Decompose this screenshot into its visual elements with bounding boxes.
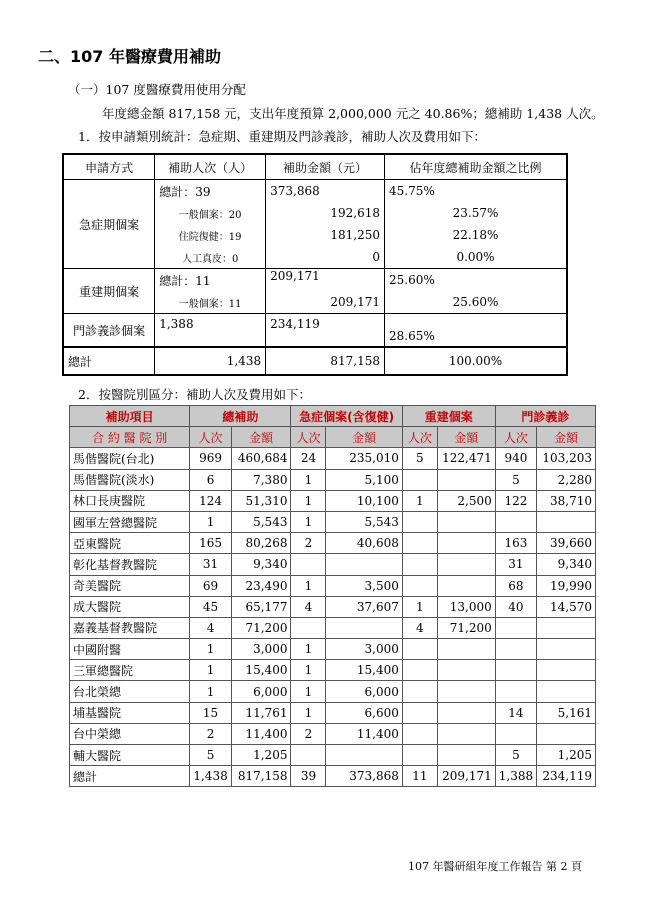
table-cell — [537, 660, 596, 681]
summary-text: 年度總金額 817,158 元，支出年度預算 2,000,000 元之 40.86%；總補助 1,438 人次。 — [102, 106, 604, 121]
col-header-cell: 金額 — [231, 427, 291, 448]
table-cell: 39 — [291, 766, 326, 787]
table-cell: 5,543 — [326, 511, 402, 532]
table-cell: 14,570 — [537, 596, 596, 617]
table-cell — [495, 617, 536, 638]
table-row — [70, 533, 596, 554]
total-label: 總計 — [63, 347, 155, 375]
table-row — [70, 575, 596, 596]
table-cell — [437, 533, 495, 554]
table-cell — [326, 617, 402, 638]
group-header-cell: 急症個案(含復健) — [291, 406, 402, 427]
table-cell: 5 — [495, 469, 536, 490]
table-cell: 2,280 — [537, 469, 596, 490]
acute-sub-pct: 22.18% — [385, 224, 567, 246]
col-header-cell: 人次 — [402, 427, 437, 448]
table-cell: 1 — [291, 639, 326, 660]
table-row — [70, 702, 596, 723]
table-cell — [437, 745, 495, 766]
table-cell: 6,000 — [326, 681, 402, 702]
table-cell: 38,710 — [537, 490, 596, 511]
table-cell: 1 — [402, 596, 437, 617]
table-cell: 122,471 — [437, 448, 495, 469]
table-cell: 6 — [190, 469, 231, 490]
table-cell: 235,010 — [326, 448, 402, 469]
table-cell: 10,100 — [326, 490, 402, 511]
table-cell: 1 — [291, 575, 326, 596]
table-cell: 9,340 — [231, 554, 291, 575]
hospital-name-cell: 台北榮總 — [70, 681, 190, 702]
hospital-name-cell: 嘉義基督教醫院 — [70, 617, 190, 638]
rebuild-total-pct: 25.60% — [385, 269, 567, 292]
table-cell — [537, 617, 596, 638]
table-cell: 13,000 — [437, 596, 495, 617]
table-cell: 15,400 — [231, 660, 291, 681]
clinic-row — [63, 314, 567, 348]
hospital-table-col-header — [70, 427, 596, 448]
table-cell — [402, 681, 437, 702]
table-cell: 124 — [190, 490, 231, 511]
total-row — [63, 347, 567, 375]
item2-title: 2．按醫院別區分：補助人次及費用如下： — [78, 387, 311, 402]
table-cell — [402, 723, 437, 744]
total-amount: 817,158 — [266, 347, 385, 375]
rebuild-total-count: 總計：11 — [155, 269, 266, 292]
table-cell: 5 — [190, 745, 231, 766]
table-cell: 4 — [190, 617, 231, 638]
table-row — [70, 448, 596, 469]
table-cell: 71,200 — [231, 617, 291, 638]
table-cell: 3,000 — [231, 639, 291, 660]
table-row — [70, 660, 596, 681]
rebuild-total-row — [63, 269, 567, 292]
table-cell: 2 — [291, 723, 326, 744]
table-cell — [537, 681, 596, 702]
table-cell: 7,380 — [231, 469, 291, 490]
section-heading: 二、107 年醫療費用補助 — [38, 47, 221, 66]
col-header-cell: 人次 — [495, 427, 536, 448]
hospital-name-cell: 馬偕醫院(淡水) — [70, 469, 190, 490]
table-cell: 31 — [495, 554, 536, 575]
table-cell — [291, 554, 326, 575]
table-row — [70, 490, 596, 511]
table-cell: 1 — [190, 681, 231, 702]
table-cell: 460,684 — [231, 448, 291, 469]
table-cell: 68 — [495, 575, 536, 596]
category-table — [62, 153, 568, 376]
hospital-name-cell: 亞東醫院 — [70, 533, 190, 554]
hospital-name-cell: 奇美醫院 — [70, 575, 190, 596]
table-cell: 40,608 — [326, 533, 402, 554]
table-cell: 69 — [190, 575, 231, 596]
table-cell: 103,203 — [537, 448, 596, 469]
table-cell: 1 — [291, 681, 326, 702]
table-cell: 1 — [291, 702, 326, 723]
table-cell: 37,607 — [326, 596, 402, 617]
table-cell: 5 — [495, 745, 536, 766]
acute-sub-amount: 181,250 — [266, 224, 385, 246]
header-cell: 補助人次（人） — [155, 154, 266, 180]
table-cell: 1,388 — [495, 766, 536, 787]
table-cell: 31 — [190, 554, 231, 575]
table-cell: 2 — [190, 723, 231, 744]
table-cell: 4 — [402, 617, 437, 638]
table-cell — [437, 511, 495, 532]
rebuild-sub-pct: 25.60% — [385, 291, 567, 314]
table-cell: 6,000 — [231, 681, 291, 702]
acute-sub-amount: 0 — [266, 246, 385, 269]
table-cell: 14 — [495, 702, 536, 723]
hospital-name-cell: 林口長庚醫院 — [70, 490, 190, 511]
hospital-name-cell: 成大醫院 — [70, 596, 190, 617]
table-cell: 19,990 — [537, 575, 596, 596]
table-cell: 163 — [495, 533, 536, 554]
table-cell: 1 — [190, 660, 231, 681]
hospital-table-group-header — [70, 406, 596, 427]
table-row — [70, 723, 596, 744]
table-cell: 11,761 — [231, 702, 291, 723]
clinic-amount: 234,119 — [266, 314, 385, 348]
group-header-cell: 重建個案 — [402, 406, 495, 427]
table-cell — [495, 639, 536, 660]
clinic-count: 1,388 — [155, 314, 266, 348]
table-cell: 6,600 — [326, 702, 402, 723]
group-header-cell: 門診義診 — [495, 406, 595, 427]
acute-sub-name: 人工真皮：0 — [155, 246, 266, 269]
table-cell — [537, 511, 596, 532]
category-table-header — [63, 154, 567, 180]
table-cell — [537, 639, 596, 660]
rebuild-total-amount: 209,171 — [266, 269, 385, 292]
hospital-name-cell: 彰化基督教醫院 — [70, 554, 190, 575]
table-cell: 4 — [291, 596, 326, 617]
table-cell — [291, 745, 326, 766]
table-cell: 1,205 — [537, 745, 596, 766]
table-cell: 23,490 — [231, 575, 291, 596]
acute-total-pct: 45.75% — [385, 180, 567, 203]
hospital-name-cell: 國軍左營總醫院 — [70, 511, 190, 532]
item1-title: 1．按申請類別統計：急症期、重建期及門診義診，補助人次及費用如下： — [78, 129, 486, 144]
acute-total-count: 總計：39 — [155, 180, 266, 203]
table-cell: 40 — [495, 596, 536, 617]
table-cell — [437, 639, 495, 660]
table-row — [70, 554, 596, 575]
table-cell: 3,500 — [326, 575, 402, 596]
col-header-cell: 金額 — [437, 427, 495, 448]
acute-label: 急症期個案 — [63, 180, 155, 269]
table-row — [70, 639, 596, 660]
hospital-table — [69, 405, 596, 787]
table-cell: 71,200 — [437, 617, 495, 638]
table-cell: 209,171 — [437, 766, 495, 787]
total-count: 1,438 — [155, 347, 266, 375]
hospital-name-cell: 埔基醫院 — [70, 702, 190, 723]
table-cell: 80,268 — [231, 533, 291, 554]
acute-total-row — [63, 180, 567, 203]
table-cell — [402, 469, 437, 490]
table-cell: 1 — [291, 660, 326, 681]
table-cell — [495, 660, 536, 681]
rebuild-sub-amount: 209,171 — [266, 291, 385, 314]
table-cell: 51,310 — [231, 490, 291, 511]
table-cell — [437, 469, 495, 490]
table-cell: 234,119 — [537, 766, 596, 787]
table-cell — [495, 681, 536, 702]
rebuild-label: 重建期個案 — [63, 269, 155, 314]
table-cell — [402, 745, 437, 766]
table-cell — [402, 533, 437, 554]
hospital-name-cell: 總計 — [70, 766, 190, 787]
table-cell — [437, 554, 495, 575]
table-cell: 1 — [190, 511, 231, 532]
table-cell: 1,438 — [190, 766, 231, 787]
acute-sub-name: 住院復健：19 — [155, 224, 266, 246]
table-row — [70, 469, 596, 490]
table-cell: 2 — [291, 533, 326, 554]
table-cell — [537, 723, 596, 744]
table-cell — [437, 723, 495, 744]
header-cell: 申請方式 — [63, 154, 155, 180]
hospital-name-cell: 中國附醫 — [70, 639, 190, 660]
table-cell: 5 — [402, 448, 437, 469]
table-cell — [437, 660, 495, 681]
table-cell — [495, 723, 536, 744]
table-cell — [495, 511, 536, 532]
table-cell — [437, 681, 495, 702]
table-cell: 2,500 — [437, 490, 495, 511]
table-cell: 5,161 — [537, 702, 596, 723]
table-cell: 969 — [190, 448, 231, 469]
table-cell — [402, 575, 437, 596]
table-cell: 1 — [402, 490, 437, 511]
acute-sub-pct: 23.57% — [385, 202, 567, 224]
table-cell: 5,543 — [231, 511, 291, 532]
table-cell — [402, 660, 437, 681]
hospital-name-cell: 輔大醫院 — [70, 745, 190, 766]
table-row — [70, 596, 596, 617]
table-cell — [402, 511, 437, 532]
col-header-cell: 人次 — [190, 427, 231, 448]
col-header-cell: 金額 — [326, 427, 402, 448]
table-cell: 1 — [291, 511, 326, 532]
total-pct: 100.00% — [385, 347, 567, 375]
table-cell — [402, 639, 437, 660]
table-cell — [402, 554, 437, 575]
col-header-cell: 合 約 醫 院 別 — [70, 427, 190, 448]
table-row — [70, 617, 596, 638]
table-cell: 5,100 — [326, 469, 402, 490]
table-cell — [326, 745, 402, 766]
subsection-title: （一）107 度醫療費用使用分配 — [68, 82, 246, 97]
acute-sub-name: 一般個案：20 — [155, 202, 266, 224]
table-cell: 817,158 — [231, 766, 291, 787]
table-cell: 1 — [291, 469, 326, 490]
table-cell — [437, 702, 495, 723]
table-cell: 39,660 — [537, 533, 596, 554]
page-footer: 107 年醫研組年度工作報告 第 2 頁 — [408, 860, 582, 873]
table-cell: 122 — [495, 490, 536, 511]
clinic-pct: 28.65% — [385, 314, 567, 348]
table-cell: 9,340 — [537, 554, 596, 575]
table-row — [70, 745, 596, 766]
header-cell: 補助金額（元） — [266, 154, 385, 180]
table-cell: 45 — [190, 596, 231, 617]
acute-sub-pct: 0.00% — [385, 246, 567, 269]
group-header-cell: 補助項目 — [70, 406, 190, 427]
col-header-cell: 人次 — [291, 427, 326, 448]
table-cell: 940 — [495, 448, 536, 469]
table-cell: 3,000 — [326, 639, 402, 660]
table-cell: 65,177 — [231, 596, 291, 617]
table-cell — [326, 554, 402, 575]
table-row — [70, 681, 596, 702]
hospital-name-cell: 三軍總醫院 — [70, 660, 190, 681]
hospital-name-cell: 馬偕醫院(台北) — [70, 448, 190, 469]
table-cell: 1 — [291, 490, 326, 511]
hospital-name-cell: 台中榮總 — [70, 723, 190, 744]
rebuild-sub-name: 一般個案：11 — [155, 291, 266, 314]
table-cell: 11 — [402, 766, 437, 787]
clinic-label: 門診義診個案 — [63, 314, 155, 348]
table-cell: 11,400 — [231, 723, 291, 744]
table-cell: 15 — [190, 702, 231, 723]
table-row — [70, 511, 596, 532]
table-cell: 1,205 — [231, 745, 291, 766]
table-row — [70, 766, 596, 787]
col-header-cell: 金額 — [537, 427, 596, 448]
table-cell — [402, 702, 437, 723]
header-cell: 佔年度總補助金額之比例 — [385, 154, 567, 180]
table-cell: 1 — [190, 639, 231, 660]
table-cell — [437, 575, 495, 596]
hospital-table-body — [70, 448, 596, 787]
table-cell: 24 — [291, 448, 326, 469]
acute-sub-amount: 192,618 — [266, 202, 385, 224]
table-cell: 373,868 — [326, 766, 402, 787]
table-cell: 11,400 — [326, 723, 402, 744]
table-cell: 15,400 — [326, 660, 402, 681]
table-cell: 165 — [190, 533, 231, 554]
table-cell — [291, 617, 326, 638]
group-header-cell: 總補助 — [190, 406, 291, 427]
acute-total-amount: 373,868 — [266, 180, 385, 203]
